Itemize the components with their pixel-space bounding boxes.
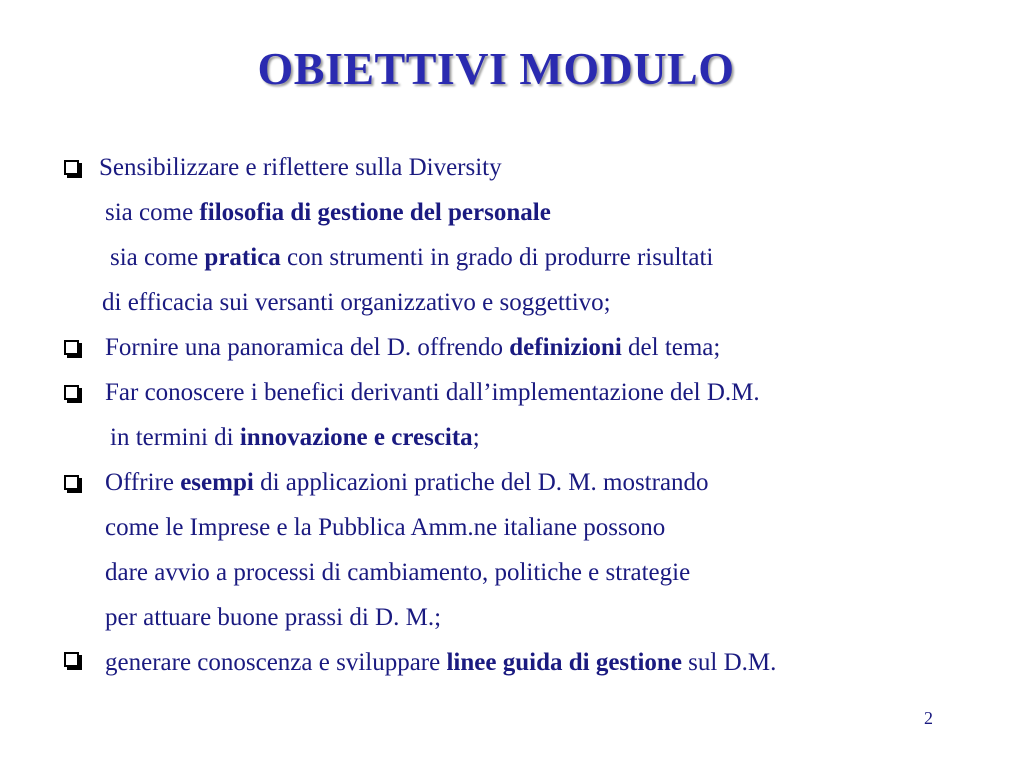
bullet-continuation: come le Imprese e la Pubblica Amm.ne italiane possono [105,514,666,541]
bullet-continuation: sia come filosofia di gestione del personale [105,199,551,226]
bullet-text: generare conoscenza e sviluppare linee guida di gestione sul D.M. [105,649,777,676]
bullet-continuation: in termini di innovazione e crescita; [110,424,480,451]
page-number: 2 [924,708,933,728]
bullet-continuation: sia come pratica con strumenti in grado di produrre risultati [110,244,714,271]
bullet-continuation: per attuare buone prassi di D. M.; [105,604,442,631]
bullet-continuation: dare avvio a processi di cambiamento, politiche e strategie [105,559,691,586]
bullet-text: Sensibilizzare e riflettere sulla Diversity [99,154,502,181]
checkbox-square-icon [64,475,79,490]
checkbox-square-icon [64,160,79,175]
bullet-text: Offrire esempi di applicazioni pratiche del D. M. mostrando [105,469,709,496]
bullet-continuation: di efficacia sui versanti organizzativo e soggettivo; [102,289,611,316]
checkbox-square-icon [64,340,79,355]
checkbox-square-icon [64,652,79,667]
slide-title: OBIETTIVI MODULO [257,43,735,94]
bullet-text: Far conoscere i benefici derivanti dall’implementazione del D.M. [105,379,760,406]
bullet-text: Fornire una panoramica del D. offrendo definizioni del tema; [105,334,721,361]
checkbox-square-icon [64,385,79,400]
